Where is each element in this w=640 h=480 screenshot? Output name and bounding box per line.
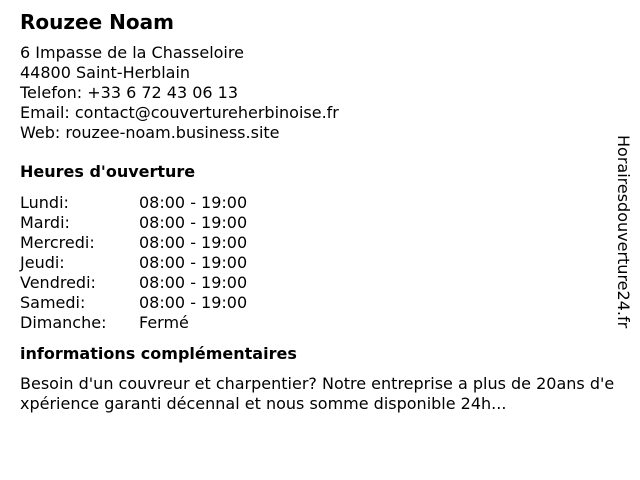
day-label: Dimanche: [20, 313, 107, 332]
hours-value: 08:00 - 19:00 [139, 253, 248, 272]
hours-value: 08:00 - 19:00 [139, 213, 248, 232]
business-card [20, 10, 615, 414]
info-heading: informations complémentaires [20, 344, 297, 363]
hours-row [20, 193, 610, 213]
hours-row [20, 313, 610, 333]
hours-heading: Heures d'ouverture [20, 162, 196, 181]
day-label: Lundi: [20, 193, 69, 212]
site-watermark: Horairesdouverture24.fr [614, 135, 633, 329]
phone-text: Telefon: +33 6 72 43 06 13 [20, 83, 239, 102]
hours-row [20, 273, 610, 293]
hours-value: 08:00 - 19:00 [139, 273, 248, 292]
hours-value: 08:00 - 19:00 [139, 233, 248, 252]
hours-row [20, 233, 610, 253]
hours-row [20, 293, 610, 313]
web-text: Web: rouzee-noam.business.site [20, 123, 280, 142]
day-label: Mardi: [20, 213, 70, 232]
hours-value: Fermé [139, 313, 189, 332]
email-text: Email: contact@couvertureherbinoise.fr [20, 103, 339, 122]
hours-row [20, 253, 610, 273]
hours-table [20, 193, 610, 333]
hours-value: 08:00 - 19:00 [139, 193, 248, 212]
day-label: Mercredi: [20, 233, 95, 252]
day-label: Vendredi: [20, 273, 96, 292]
day-label: Jeudi: [20, 253, 65, 272]
info-description: Besoin d'un couvreur et charpentier? Notre entreprise a plus de 20ans d'expérience garanti décennal et nous somme disponible 24h... [20, 374, 615, 413]
hours-row [20, 213, 610, 233]
address-street: 6 Impasse de la Chasseloire [20, 43, 244, 62]
hours-value: 08:00 - 19:00 [139, 293, 248, 312]
business-name: Rouzee Noam [20, 10, 174, 34]
address-city: 44800 Saint-Herblain [20, 63, 191, 82]
day-label: Samedi: [20, 293, 86, 312]
contact-block [20, 43, 610, 143]
